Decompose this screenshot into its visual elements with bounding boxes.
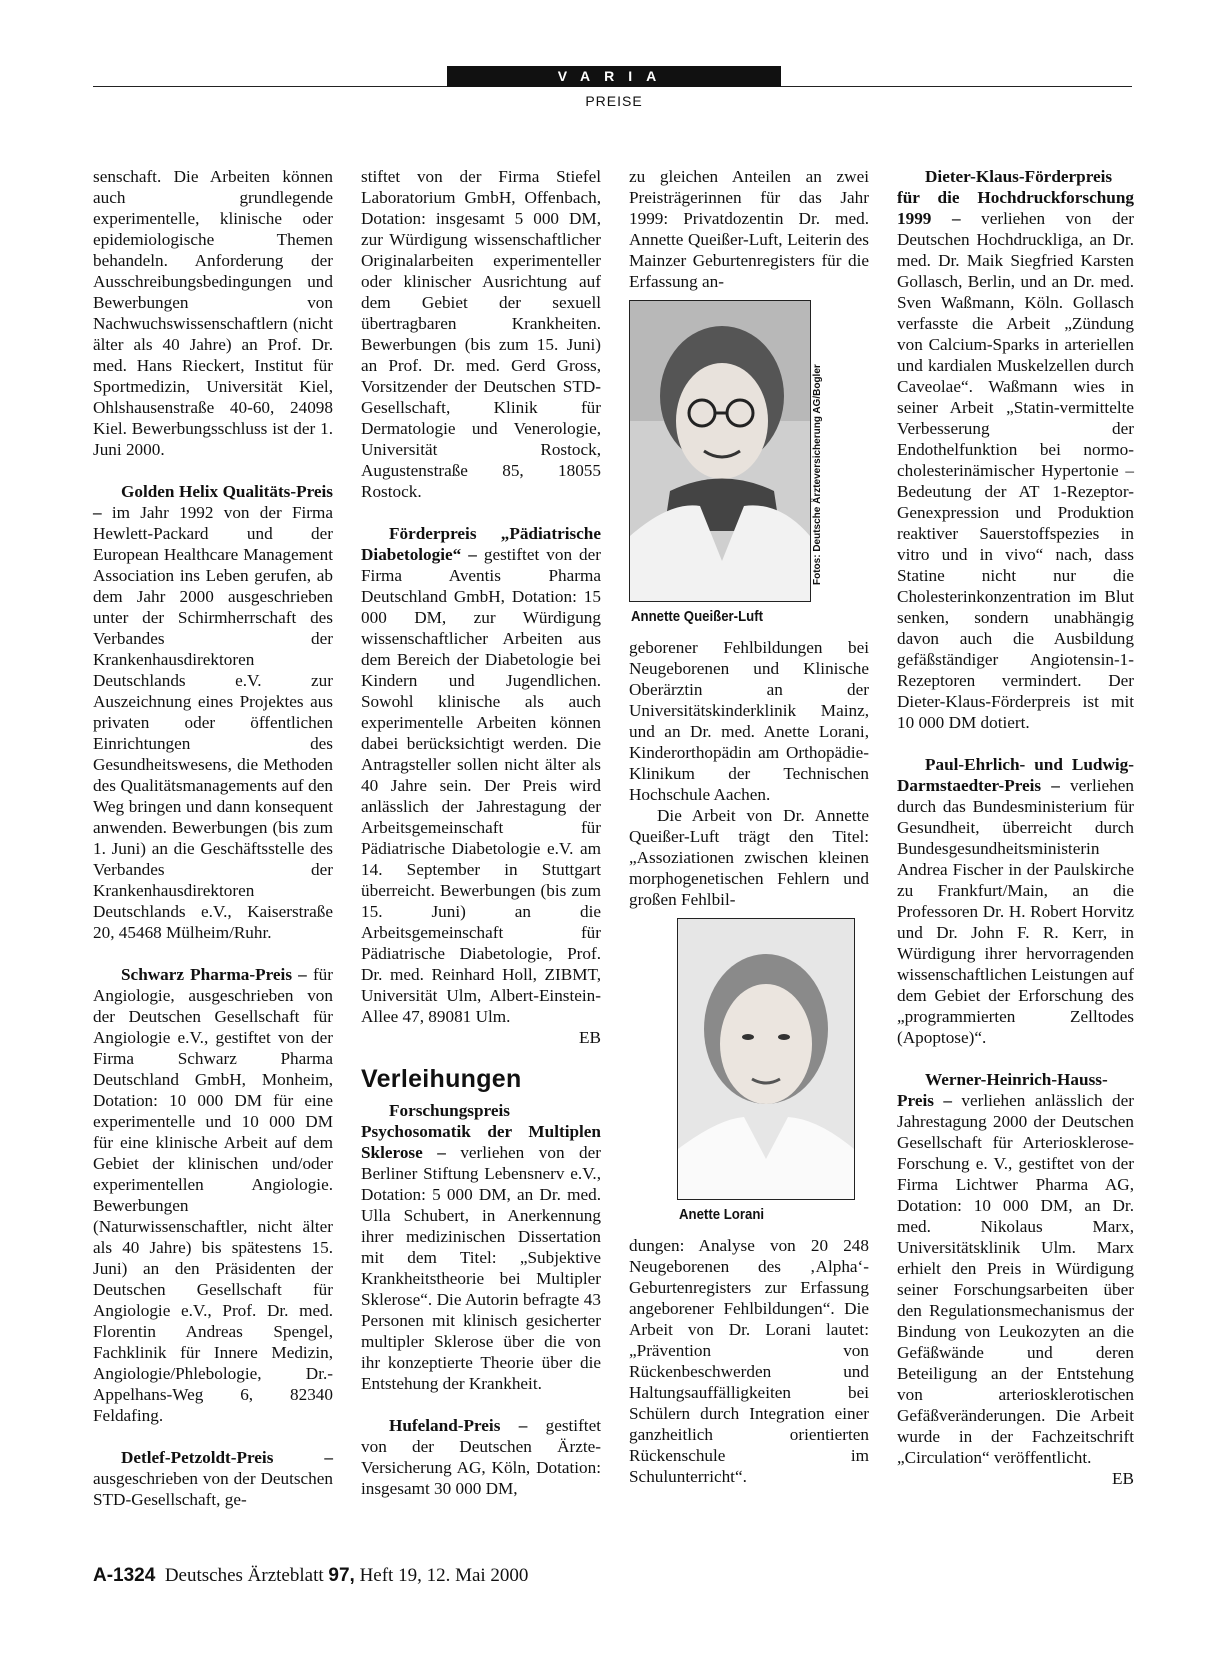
prize-paragraph: Schwarz Pharma-Preis – für Angiologie, ausgeschrieben von der Deutschen Gesellschaft für Angiologie e.V., gestiftet von der Firma Schwarz Pharma Deutschland GmbH, Monheim, Dotation: 10 000 DM für eine experimentelle und 10 000 DM für eine klinische Arbeit auf dem Gebiet der klinischen und/oder experimentellen Angiologie. Bewerbungen (Naturwissenschaftler, nicht älter als 40 Jahre) bis spätestens 15. Juni) an den Präsidenten der Deutschen Gesellschaft für Angiologie e.V., Prof. Dr. med. Florentin Andreas Spengel, Fachklinik für Innere Medizin, Angiologie/Phlebologie, Dr.-Appelhans-Weg 6, 82340 Feldafing. — [93, 965, 333, 1425]
column-3 — [629, 166, 869, 1487]
photo-credit: Fotos: Deutsche Ärzteversicherung AG/Bogler — [812, 364, 823, 585]
prize-title: Dieter-Klaus-Förderpreis für die Hochdruckforschung 1999 – — [897, 167, 1134, 228]
journal-volume: 97, — [328, 1565, 355, 1586]
paragraph: zu gleichen Anteilen an zwei Preisträgerinnen für das Jahr 1999: Privatdozentin Dr. med. Annette Queißer-Luft, Leiterin des Mainzer Geburtenregisters für die Erfassung an- — [629, 167, 869, 291]
prize-paragraph: Detlef-Petzoldt-Preis – ausgeschrieben von der Deutschen STD-Gesellschaft, ge- — [93, 1448, 333, 1509]
prize-paragraph: Golden Helix Qualitäts-Preis – im Jahr 1992 von der Firma Hewlett-Packard und der European Healthcare Management Association ins Leben gerufen, ab dem Jahr 2000 ausgeschrieben unter der Schirmherrschaft des Verbandes der Krankenhausdirektoren Deutschlands e.V. zur Auszeichnung eines Projektes aus privaten oder öffentlichen Einrichtungen des Gesundheitswesens, die Methoden des Qualitätsmanagements auf den Weg bringen und dann konsequent anwenden. Bewerbungen (bis zum 1. Juni) an die Geschäftsstelle des Verbandes der Krankenhausdirektoren Deutschlands e.V., Kaiserstraße 20, 45468 Mülheim/Ruhr. — [93, 482, 333, 942]
page-footer — [93, 1565, 528, 1587]
prize-title: Hufeland-Preis – — [389, 1416, 528, 1435]
paragraph: dungen: Analyse von 20 248 Neugeborenen des ‚Alpha‘-Geburtenregisters zur Erfassung angeborener Fehlbildungen“. Die Arbeit von Dr. Lorani lautet: „Prävention von Rückenbeschwerden und Haltungsauffälligkeiten bei Schülern durch Integration einer ganzheitlich orientierten Rückenschule im Schulunterricht“. — [629, 1236, 869, 1486]
paragraph: Die Arbeit von Dr. Annette Queißer-Luft trägt den Titel: „Assoziationen zwischen kleinen morphogenetischen Fehlern und großen Fehlbil- — [629, 806, 869, 909]
page-number: A-1324 — [93, 1565, 156, 1586]
column-4 — [897, 166, 1134, 1489]
prize-title: Golden Helix Qualitäts-Preis – — [93, 482, 333, 522]
paragraph: senschaft. Die Arbeiten können auch grundlegende experimentelle, klinische oder epidemiologische Themen behandeln. Anforderung der Ausschreibungsbedingungen und Bewerbungen von Nachwuchswissenschaftlern (nicht älter als 40 Jahre) an Prof. Dr. med. Hans Rieckert, Institut für Sportmedizin, Universität Kiel, Ohlshausenstraße 40-60, 24098 Kiel. Bewerbungsschluss ist der 1. Juni 2000. — [93, 167, 333, 459]
prize-title: Schwarz Pharma-Preis – — [121, 965, 307, 984]
photo-caption: Anette Lorani — [679, 1206, 765, 1223]
column-1 — [93, 166, 333, 1510]
prize-title: Werner-Heinrich-Hauss-Preis – — [897, 1070, 1108, 1110]
prize-paragraph: Hufeland-Preis – gestiftet von der Deutschen Ärzte-Versicherung AG, Köln, Dotation: insgesamt 30 000 DM, — [361, 1416, 601, 1498]
prize-title: Forschungspreis Psychosomatik der Multiplen Sklerose – — [361, 1101, 601, 1162]
journal-name: Deutsches Ärzteblatt — [164, 1565, 324, 1586]
prize-title: Förderpreis „Pädiatrische Diabetologie“ – — [361, 524, 601, 564]
prize-paragraph: Forschungspreis Psychosomatik der Multiplen Sklerose – verliehen von der Berliner Stiftung Lebensnerv e.V., Dotation: 5 000 DM, an Dr. med. Ulla Schubert, in Anerkennung ihrer medizinischen Dissertation mit dem Titel: „Subjektive Krankheitstheorie bei Multipler Sklerose“. Die Autorin befragte 43 Personen mit klinisch gesicherter multipler Sklerose über die von ihr konzeptierte Theorie über die Entstehung der Krankheit. — [361, 1101, 601, 1393]
author-signature: EB — [1112, 1469, 1134, 1488]
photo-caption: Annette Queißer-Luft — [631, 608, 763, 625]
portrait-photo-lorani — [677, 918, 855, 1200]
prize-paragraph: Dieter-Klaus-Förderpreis für die Hochdruckforschung 1999 – verliehen von der Deutschen Hochdruckliga, an Dr. med. Dr. Maik Siegfried Karsten Gollasch, Berlin, und an Dr. med. Sven Waßmann, Köln. Gollasch verfasste die Arbeit „Zündung von Calcium-Sparks in arteriellen und kardialen Muskelzellen durch Caveolae“. Waßmann wies in seiner Arbeit „Statin-vermittelte Verbesserung der Endothelfunktion bei normo-cholesterinämischer Hypertonie – Bedeutung der AT 1-Rezeptor-Genexpression und Produktion reaktiver Sauerstoffspezies in vitro und in vivo“ nach, dass Statine nicht nur die Cholesterinkonzentration im Blut senken, sondern unabhängig davon auch die Ausbildung gefäßständiger Angiotensin-1-Rezeptoren vermindert. Der Dieter-Klaus-Förderpreis ist mit 10 000 DM dotiert. — [897, 167, 1135, 732]
prize-paragraph: Paul-Ehrlich- und Ludwig-Darmstaedter-Preis – verliehen durch das Bundesministerium für Gesundheit, überreicht durch Bundesgesundheitsministerin Andrea Fischer in der Paulskirche zu Frankfurt/Main, an die Professoren Dr. H. Robert Horvitz und Dr. John F. R. Kerr, in Würdigung ihrer hervorragenden wissenschaftlichen Leistungen auf dem Gebiet der Erforschung des „programmierten Zelltodes (Apoptose)“. — [897, 755, 1134, 1047]
prize-title: Detlef-Petzoldt-Preis – — [121, 1448, 333, 1467]
paragraph: geborener Fehlbildungen bei Neugeborenen und Klinische Oberärztin an der Universitätskinderklinik Mainz, und an Dr. med. Anette Lorani, Kinderorthopädin am Orthopädie-Klinikum der Technischen Hochschule Aachen. — [629, 638, 869, 804]
prize-paragraph: Förderpreis „Pädiatrische Diabetologie“ – gestiftet von der Firma Aventis Pharma Deutschland GmbH, Dotation: 15 000 DM, zur Würdigung wissenschaftlicher Arbeiten aus dem Bereich der Diabetologie bei Kindern und Jugendlichen. Sowohl klinische als auch experimentelle Arbeiten können dabei berücksichtigt werden. Die Antragsteller sollen nicht älter als 40 Jahre sein. Der Preis wird anlässlich der Jahrestagung der Arbeitsgemeinschaft für Pädiatrische Diabetologie e.V. am 14. September in Stuttgart überreicht. Bewerbungen (bis zum 15. Juni) an die Arbeitsgemeinschaft für Pädiatrische Diabetologie, Prof. Dr. med. Reinhard Holl, ZIBMT, Universität Ulm, Albert-Einstein-Allee 47, 89081 Ulm. EB — [361, 524, 601, 1047]
portrait-photo-queisser-luft — [629, 300, 811, 602]
author-signature: EB — [579, 1028, 601, 1047]
journal-issue: Heft 19, 12. Mai 2000 — [359, 1565, 529, 1586]
subsection-label: PREISE — [585, 93, 643, 109]
prize-title: Paul-Ehrlich- und Ludwig-Darmstaedter-Preis – — [897, 755, 1134, 795]
paragraph: stiftet von der Firma Stiefel Laboratorium GmbH, Offenbach, Dotation: insgesamt 5 000 DM, zur Würdigung wissenschaftlicher Originalarbeiten experimenteller oder klinischer Ausrichtung auf dem Gebiet der sexuell übertragbaren Krankheiten. Bewerbungen (bis zum 15. Juni) an Prof. Dr. med. Gerd Gross, Vorsitzender der Deutschen STD-Gesellschaft, Klinik für Dermatologie und Venerologie, Universität Rostock, Augustenstraße 85, 18055 Rostock. — [361, 167, 601, 501]
section-label: VARIA — [447, 66, 781, 87]
column-2 — [361, 166, 601, 1499]
section-heading: Verleihungen — [361, 1065, 522, 1093]
prize-paragraph: Werner-Heinrich-Hauss-Preis – verliehen anlässlich der Jahrestagung 2000 der Deutschen Gesellschaft für Arteriosklerose-Forschung e. V., gestiftet von der Firma Lichtwer Pharma AG, Dotation: 10 000 DM, an Dr. med. Nikolaus Marx, Universitätsklinik Ulm. Marx erhielt den Preis in Würdigung seiner Forschungsarbeiten über den Regulationsmechanismus der Bindung von Leukozyten an die Gefäßwände und deren Beteiligung an der Entstehung von arteriosklerotischen Gefäßveränderungen. Die Arbeit wurde in der Fachzeitschrift „Circulation“ veröffentlicht. EB — [897, 1070, 1134, 1488]
